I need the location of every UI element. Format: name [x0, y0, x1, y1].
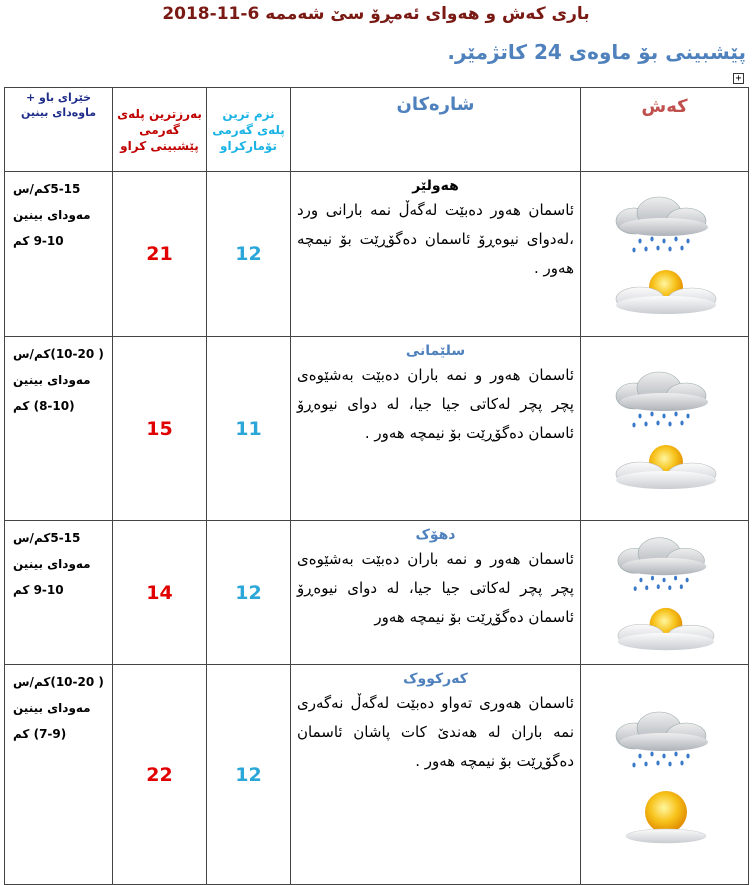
max-temp: 22 [113, 665, 207, 885]
min-temp: 11 [207, 337, 291, 521]
table-header-row [5, 88, 749, 172]
forecast-description: ئاسمان هەور و نمە باران دەبێت بەشێوەی پچر پچر لەکاتی جیا جیا، لە دوای نیوەڕۆ ئاسمان دەگۆڕێت بۆ نیمچە هەور [297, 550, 574, 626]
header-max-temp: بەرزترین پلەی گەرمی پێشبینی کراو [113, 88, 207, 172]
visibility-label: مەودای بینین [13, 373, 91, 387]
rain-cloud-and-partly-sunny-icon [600, 364, 730, 494]
max-temp: 14 [113, 521, 207, 665]
expand-table-icon[interactable]: + [733, 73, 744, 84]
forecast-description: ئاسمان هەور دەبێت لەگەڵ نمە بارانی ورد ،لەدوای نیوەڕۆ ئاسمان دەگۆڕێت بۆ نیمچە هەور . [297, 201, 574, 277]
min-temp: 12 [207, 172, 291, 337]
wind-visibility-cell [5, 665, 113, 885]
city-name: دهۆک [415, 527, 456, 543]
city-name: سلێمانی [405, 343, 466, 359]
city-name: هەولێر [412, 178, 459, 194]
city-forecast-cell [291, 172, 581, 337]
weather-icon-cell [581, 665, 749, 885]
rain-cloud-and-partly-sunny-icon [600, 530, 730, 655]
wind-speed: 5-15کم/س [13, 531, 81, 545]
weather-icon-cell [581, 521, 749, 665]
table-row [5, 521, 749, 665]
table-row [5, 337, 749, 521]
min-temp: 12 [207, 665, 291, 885]
min-temp: 12 [207, 521, 291, 665]
forecast-description: ئاسمان هەور و نمە باران دەبێت بەشێوەی پچر پچر لەکاتی جیا جیا، لە دوای نیوەڕۆ ئاسمان دەگۆڕێت بۆ نیمچە هەور . [297, 366, 574, 442]
forecast-description: ئاسمان هەوری تەواو دەبێت لەگەڵ نەگەری نمە باران لە هەندێ کات پاشان ئاسمان دەگۆڕێت بۆ نیمچە هەور . [297, 694, 574, 770]
visibility-label: مەودای بینین [13, 557, 91, 571]
visibility-label: مەودای بینین [13, 701, 91, 715]
table-row [5, 665, 749, 885]
weather-icon-cell [581, 337, 749, 521]
visibility-value: (7-9) کم [13, 727, 67, 741]
city-forecast-cell [291, 521, 581, 665]
city-name: کەرکووک [403, 671, 468, 687]
wind-speed: 5-15کم/س [13, 182, 81, 196]
header-min-temp: نزم ترین پلەی گەرمی تۆمارکراو [207, 88, 291, 172]
visibility-value: 9-10 کم [13, 234, 64, 248]
wind-visibility-cell [5, 172, 113, 337]
table-row [5, 172, 749, 337]
wind-visibility-cell [5, 521, 113, 665]
header-wind-visibility: خێرای باو + ماوەدای بینین [5, 88, 113, 172]
page-title: باری کەش و هەوای ئەمڕۆ سێ شەممە 6-11-2018 [162, 4, 590, 24]
visibility-value: 9-10 کم [13, 583, 64, 597]
header-weather: کەش [581, 88, 749, 172]
weather-icon-cell [581, 172, 749, 337]
rain-cloud-and-partly-sunny-icon [600, 189, 730, 319]
city-forecast-cell [291, 337, 581, 521]
wind-speed: ( 10-20)کم/س [13, 675, 104, 689]
visibility-value: (8-10) کم [13, 399, 75, 413]
max-temp: 15 [113, 337, 207, 521]
forecast-subtitle: پێشبینی بۆ ماوەی 24 کاتژمێر. [447, 40, 746, 64]
rain-cloud-and-sunny-icon [600, 700, 730, 850]
visibility-label: مەودای بینین [13, 208, 91, 222]
header-cities: شارەکان [291, 88, 581, 172]
max-temp: 21 [113, 172, 207, 337]
wind-speed: ( 10-20)کم/س [13, 347, 104, 361]
city-forecast-cell [291, 665, 581, 885]
wind-visibility-cell [5, 337, 113, 521]
weather-table [4, 87, 749, 885]
